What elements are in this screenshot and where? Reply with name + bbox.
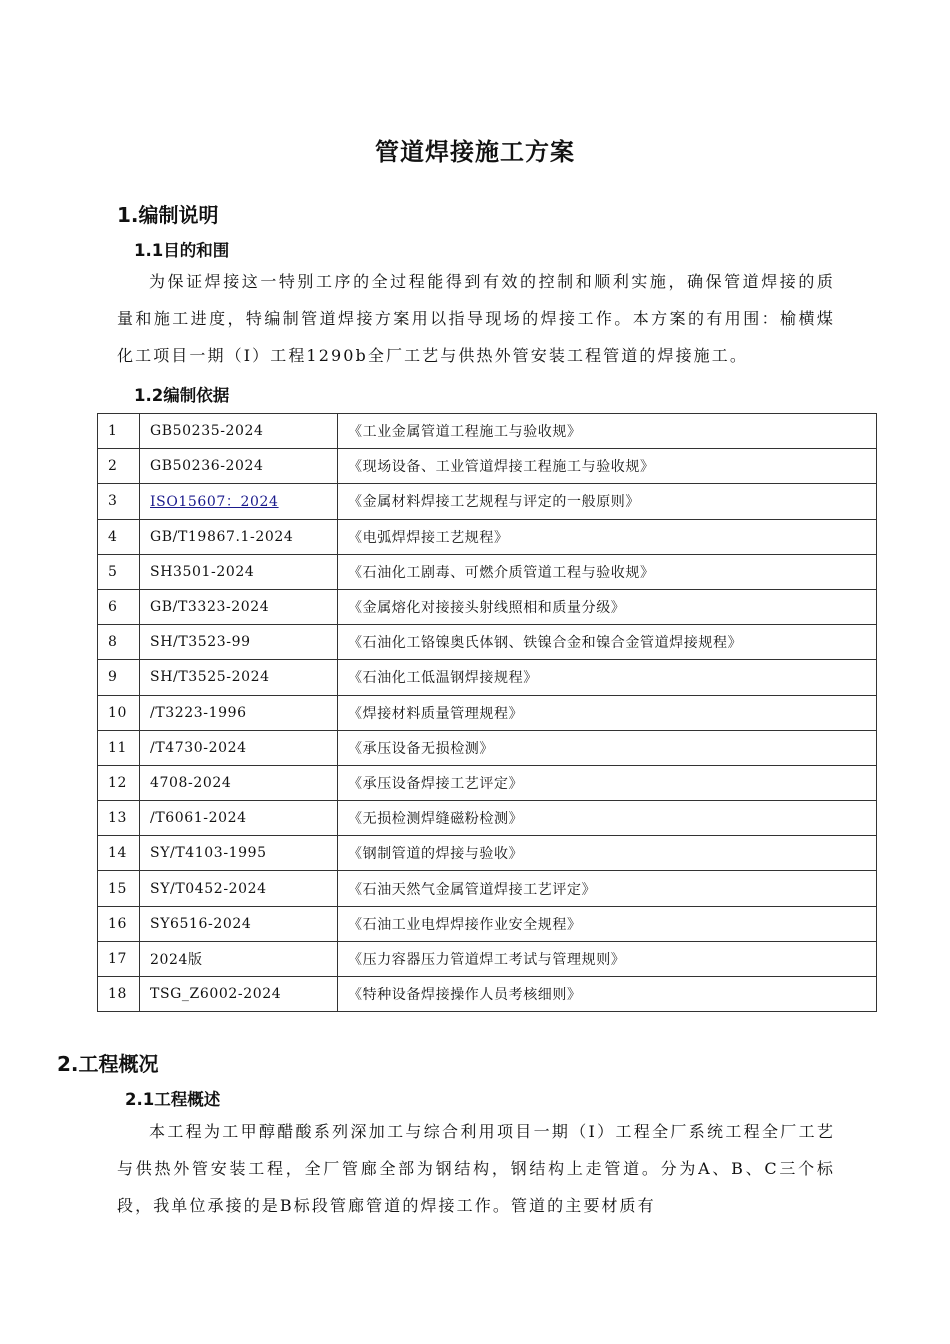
subsection-heading-1-2: 1.2编制依据 (134, 386, 230, 405)
row-number: 9 (98, 660, 140, 695)
standard-name: 《钢制管道的焊接与验收》 (338, 836, 877, 871)
standard-code: GB/T3323-2024 (140, 589, 338, 624)
row-number: 14 (98, 836, 140, 871)
table-row (98, 871, 877, 906)
standard-code: 2024版 (140, 941, 338, 976)
table-row (98, 977, 877, 1012)
row-number: 4 (98, 519, 140, 554)
row-number: 16 (98, 906, 140, 941)
table-row (98, 414, 877, 449)
table-row (98, 730, 877, 765)
standard-name: 《工业金属管道工程施工与验收规》 (338, 414, 877, 449)
standards-table (97, 413, 877, 1012)
table-row (98, 906, 877, 941)
standard-name: 《石油天然气金属管道焊接工艺评定》 (338, 871, 877, 906)
row-number: 5 (98, 554, 140, 589)
row-number: 18 (98, 977, 140, 1012)
standard-name: 《焊接材料质量管理规程》 (338, 695, 877, 730)
standard-name: 《现场设备、工业管道焊接工程施工与验收规》 (338, 449, 877, 484)
table-row (98, 625, 877, 660)
standard-name: 《压力容器压力管道焊工考试与管理规则》 (338, 941, 877, 976)
paragraph-overview: 本工程为工甲醇醋酸系列深加工与综合利用项目一期（Ⅰ）工程全厂系统工程全厂工艺与供热外管安装工程，全厂管廊全部为钢结构，钢结构上走管道。分为A、B、C三个标段，我单位承接的是B标段管廊管道的焊接工作。管道的主要材质有 (117, 1122, 835, 1215)
table-row (98, 519, 877, 554)
page-title: 管道焊接施工方案 (375, 138, 575, 166)
table-row (98, 765, 877, 800)
table-row (98, 695, 877, 730)
table-row (98, 484, 877, 519)
standard-name: 《石油化工铬镍奥氏体钢、铁镍合金和镍合金管道焊接规程》 (338, 625, 877, 660)
table-row (98, 801, 877, 836)
row-number: 6 (98, 589, 140, 624)
table-row (98, 589, 877, 624)
standard-name: 《石油化工低温钢焊接规程》 (338, 660, 877, 695)
standard-code: SY6516-2024 (140, 906, 338, 941)
standard-code: SY/T4103-1995 (140, 836, 338, 871)
row-number: 2 (98, 449, 140, 484)
row-number: 11 (98, 730, 140, 765)
standard-code: GB/T19867.1-2024 (140, 519, 338, 554)
row-number: 12 (98, 765, 140, 800)
standard-code: TSG_Z6002-2024 (140, 977, 338, 1012)
standard-code-link[interactable]: ISO15607：2024 (150, 494, 279, 511)
row-number: 10 (98, 695, 140, 730)
standard-code: SH3501-2024 (140, 554, 338, 589)
standard-name: 《金属熔化对接接头射线照相和质量分级》 (338, 589, 877, 624)
standard-name: 《石油化工剧毒、可燃介质管道工程与验收规》 (338, 554, 877, 589)
row-number: 8 (98, 625, 140, 660)
table-row (98, 941, 877, 976)
standard-code (140, 484, 338, 519)
table-row (98, 660, 877, 695)
standard-name: 《无损检测焊缝磁粉检测》 (338, 801, 877, 836)
standard-name: 《承压设备焊接工艺评定》 (338, 765, 877, 800)
table-row (98, 836, 877, 871)
subsection-heading-1-1: 1.1目的和围 (134, 241, 230, 260)
standard-code: SH/T3525-2024 (140, 660, 338, 695)
table-row (98, 554, 877, 589)
standard-code: GB50235-2024 (140, 414, 338, 449)
standard-code: /T4730-2024 (140, 730, 338, 765)
row-number: 1 (98, 414, 140, 449)
standard-name: 《金属材料焊接工艺规程与评定的一般原则》 (338, 484, 877, 519)
standard-code: SH/T3523-99 (140, 625, 338, 660)
standard-code: SY/T0452-2024 (140, 871, 338, 906)
row-number: 17 (98, 941, 140, 976)
standard-code: 4708-2024 (140, 765, 338, 800)
subsection-heading-2-1: 2.1工程概述 (125, 1090, 221, 1109)
row-number: 3 (98, 484, 140, 519)
row-number: 15 (98, 871, 140, 906)
standard-code: /T3223-1996 (140, 695, 338, 730)
standard-code: /T6061-2024 (140, 801, 338, 836)
table-row (98, 449, 877, 484)
standard-name: 《特种设备焊接操作人员考核细则》 (338, 977, 877, 1012)
standard-code: GB50236-2024 (140, 449, 338, 484)
standard-name: 《石油工业电焊焊接作业安全规程》 (338, 906, 877, 941)
paragraph-purpose: 为保证焊接这一特别工序的全过程能得到有效的控制和顺利实施，确保管道焊接的质量和施工进度，特编制管道焊接方案用以指导现场的焊接工作。本方案的有用围：榆横煤化工项目一期（Ⅰ）工程1290b全厂工艺与供热外管安装工程管道的焊接施工。 (117, 272, 835, 365)
row-number: 13 (98, 801, 140, 836)
standard-name: 《承压设备无损检测》 (338, 730, 877, 765)
section-heading-1: 1.编制说明 (117, 203, 219, 227)
standard-name: 《电弧焊焊接工艺规程》 (338, 519, 877, 554)
section-heading-2: 2.工程概况 (57, 1052, 159, 1076)
